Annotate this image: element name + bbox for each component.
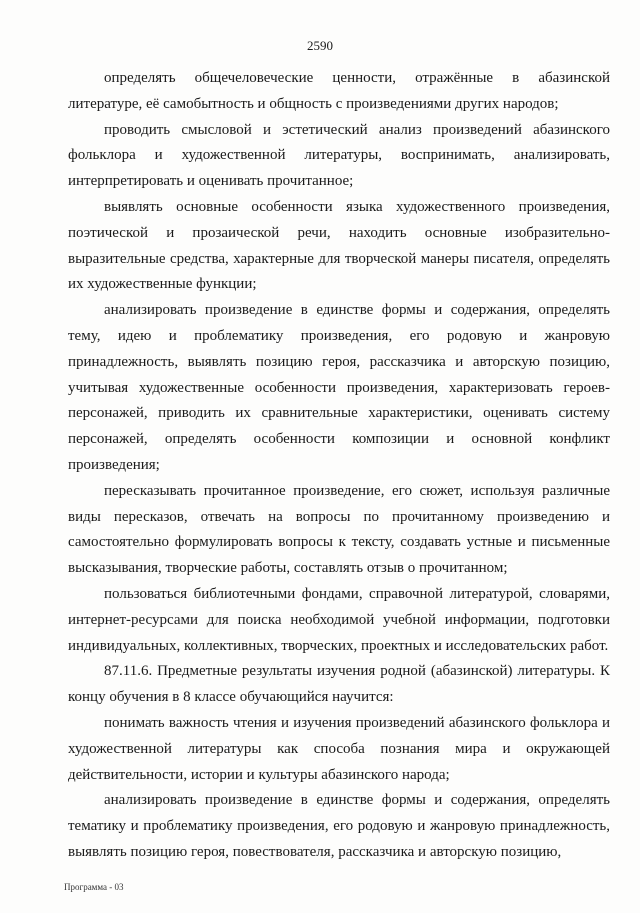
paragraph: понимать важность чтения и изучения произведений абазинского фольклора и художественной литературы как способа познания мира и окружающей действительности, истории и культуры абазинского народа; bbox=[68, 714, 610, 783]
paragraph: проводить смысловой и эстетический анализ произведений абазинского фольклора и художественной литературы, воспринимать, анализировать, интерпретировать и оценивать прочитанное; bbox=[68, 121, 610, 190]
paragraph: пользоваться библиотечными фондами, справочной литературой, словарями, интернет-ресурсами для поиска необходимой учебной информации, подготовки индивидуальных, коллективных, творческих, проектных и исследовательских работ. bbox=[68, 585, 610, 654]
section-heading-paragraph: 87.11.6. Предметные результаты изучения родной (абазинской) литературы. К концу обучения в 8 классе обучающийся научится: bbox=[68, 663, 610, 706]
paragraph: анализировать произведение в единстве формы и содержания, определять тематику и проблематику произведения, его родовую и жанровую принадлежность, выявлять позицию героя, повествователя, рассказчика и авторскую позицию, bbox=[68, 792, 610, 860]
paragraph: выявлять основные особенности языка художественного произведения, поэтической и прозаической речи, находить основные изобразительно-выразительные средства, характерные для творческой манеры писателя, определять их художественные функции; bbox=[68, 198, 610, 293]
paragraph: определять общечеловеческие ценности, отражённые в абазинской литературе, её самобытность и общность с произведениями других народов; bbox=[68, 70, 610, 112]
document-body bbox=[68, 66, 610, 866]
footer-label: Программа - 03 bbox=[64, 882, 124, 892]
page-number: 2590 bbox=[307, 38, 333, 53]
paragraph: анализировать произведение в единстве формы и содержания, определять тему, идею и проблематику произведения, его родовую и жанровую принадлежность, выявлять позицию героя, рассказчика и авторскую позицию, учитывая художественные особенности произведения, характеризовать героев-персонажей, приводить их сравнительные характеристики, оценивать систему персонажей, определять особенности композиции и основной конфликт произведения; bbox=[68, 302, 610, 473]
paragraph: пересказывать прочитанное произведение, его сюжет, используя различные виды пересказов, отвечать на вопросы по прочитанному произведению и самостоятельно формулировать вопросы к тексту, создавать устные и письменные высказывания, творческие работы, составлять отзыв о прочитанном; bbox=[68, 482, 610, 577]
